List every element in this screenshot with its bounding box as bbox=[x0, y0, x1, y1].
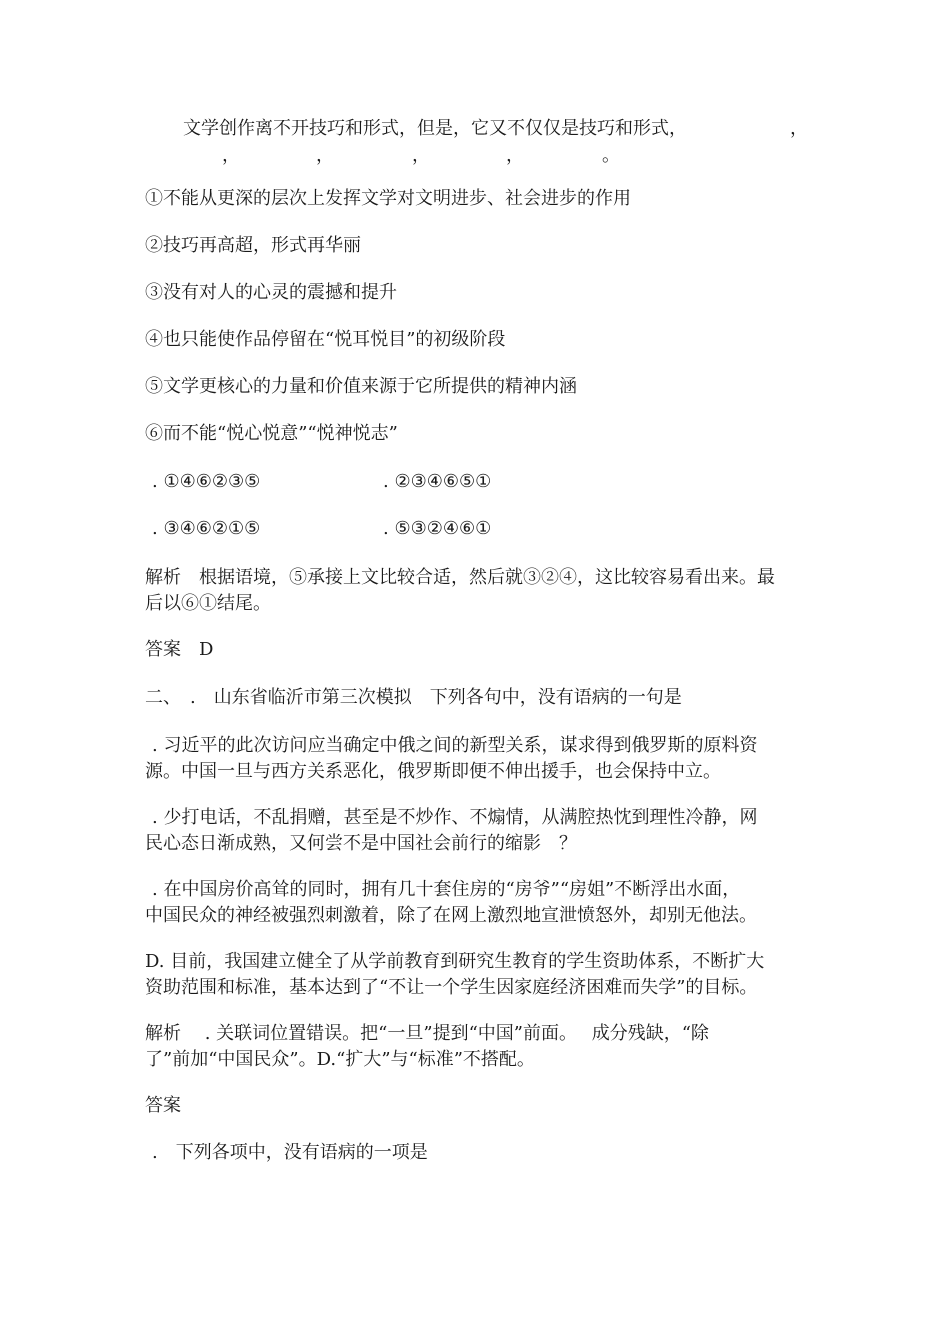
s2-option-d-line1: D. 目前，我国建立健全了从学前教育到研究生教育的学生资助体系，不断扩大 bbox=[145, 951, 765, 972]
choice-b: . ②③④⑥⑤① bbox=[383, 471, 492, 492]
section-2-heading: 二、 . 山东省临沂市第三次模拟 下列各句中，没有语病的一句是 bbox=[145, 687, 682, 708]
s2-option-b-line2: 民心态日渐成熟，又何尝不是中国社会前行的缩影 ？ bbox=[145, 833, 577, 854]
sentence-option-6: ⑥而不能“悦心悦意”“悦神悦志” bbox=[145, 423, 398, 444]
choice-a: . ①④⑥②③⑤ bbox=[152, 471, 261, 492]
sentence-option-4: ④也只能使作品停留在“悦耳悦目”的初级阶段 bbox=[145, 329, 506, 350]
s2-option-d-line2: 资助范围和标准，基本达到了“不让一个学生因家庭经济困难而失学”的目标。 bbox=[145, 977, 758, 998]
blank-mark-3: ， bbox=[412, 145, 430, 166]
sentence-option-5: ⑤文学更核心的力量和价值来源于它所提供的精神内涵 bbox=[145, 376, 577, 397]
next-question: . 下列各项中，没有语病的一项是 bbox=[152, 1142, 428, 1163]
sentence-option-1: ①不能从更深的层次上发挥文学对文明进步、社会进步的作用 bbox=[145, 188, 631, 209]
sentence-option-3: ③没有对人的心灵的震撼和提升 bbox=[145, 282, 397, 303]
blank-mark-2: ， bbox=[316, 145, 334, 166]
s2-answer: 答案 bbox=[145, 1095, 181, 1116]
analysis-1-line2: 后以⑥①结尾。 bbox=[145, 593, 271, 614]
sentence-option-2: ②技巧再高超，形式再华丽 bbox=[145, 235, 361, 256]
analysis-1-line1: 解析 根据语境，⑤承接上文比较合适，然后就③②④，这比较容易看出来。最 bbox=[145, 567, 775, 588]
s2-analysis-line1: 解析 . 关联词位置错误。把“一旦”提到“中国”前面。 成分残缺，“除 bbox=[145, 1023, 709, 1044]
choice-d: . ⑤③②④⑥① bbox=[383, 518, 492, 539]
answer-1: 答案 D bbox=[145, 639, 214, 660]
question-intro-line1 bbox=[183, 117, 687, 141]
blank-mark-5: 。 bbox=[602, 145, 620, 166]
intro-line1-tail: ， bbox=[790, 118, 808, 139]
s2-option-c-line2: 中国民众的神经被强烈刺激着，除了在网上激烈地宣泄愤怒外，却别无他法。 bbox=[145, 905, 757, 926]
blank-mark-4: ， bbox=[506, 145, 524, 166]
blank-mark-1: ， bbox=[222, 145, 240, 166]
choice-c: . ③④⑥②①⑤ bbox=[152, 518, 261, 539]
s2-analysis-line2: 了”前加“中国民众”。D.“扩大”与“标准”不搭配。 bbox=[145, 1049, 535, 1070]
s2-option-b-line1: . 少打电话，不乱捐赠，甚至是不炒作、不煽情，从满腔热忱到理性冷静，网 bbox=[152, 807, 758, 828]
s2-option-c-line1: . 在中国房价高耸的同时，拥有几十套住房的“房爷”“房姐”不断浮出水面， bbox=[152, 879, 741, 900]
intro-text: 文学创作离不开技巧和形式，但是，它又不仅仅是技巧和形式， bbox=[183, 118, 687, 139]
s2-option-a-line2: 源。中国一旦与西方关系恶化，俄罗斯即便不伸出援手，也会保持中立。 bbox=[145, 761, 721, 782]
s2-option-a-line1: . 习近平的此次访问应当确定中俄之间的新型关系，谋求得到俄罗斯的原料资 bbox=[152, 735, 758, 756]
